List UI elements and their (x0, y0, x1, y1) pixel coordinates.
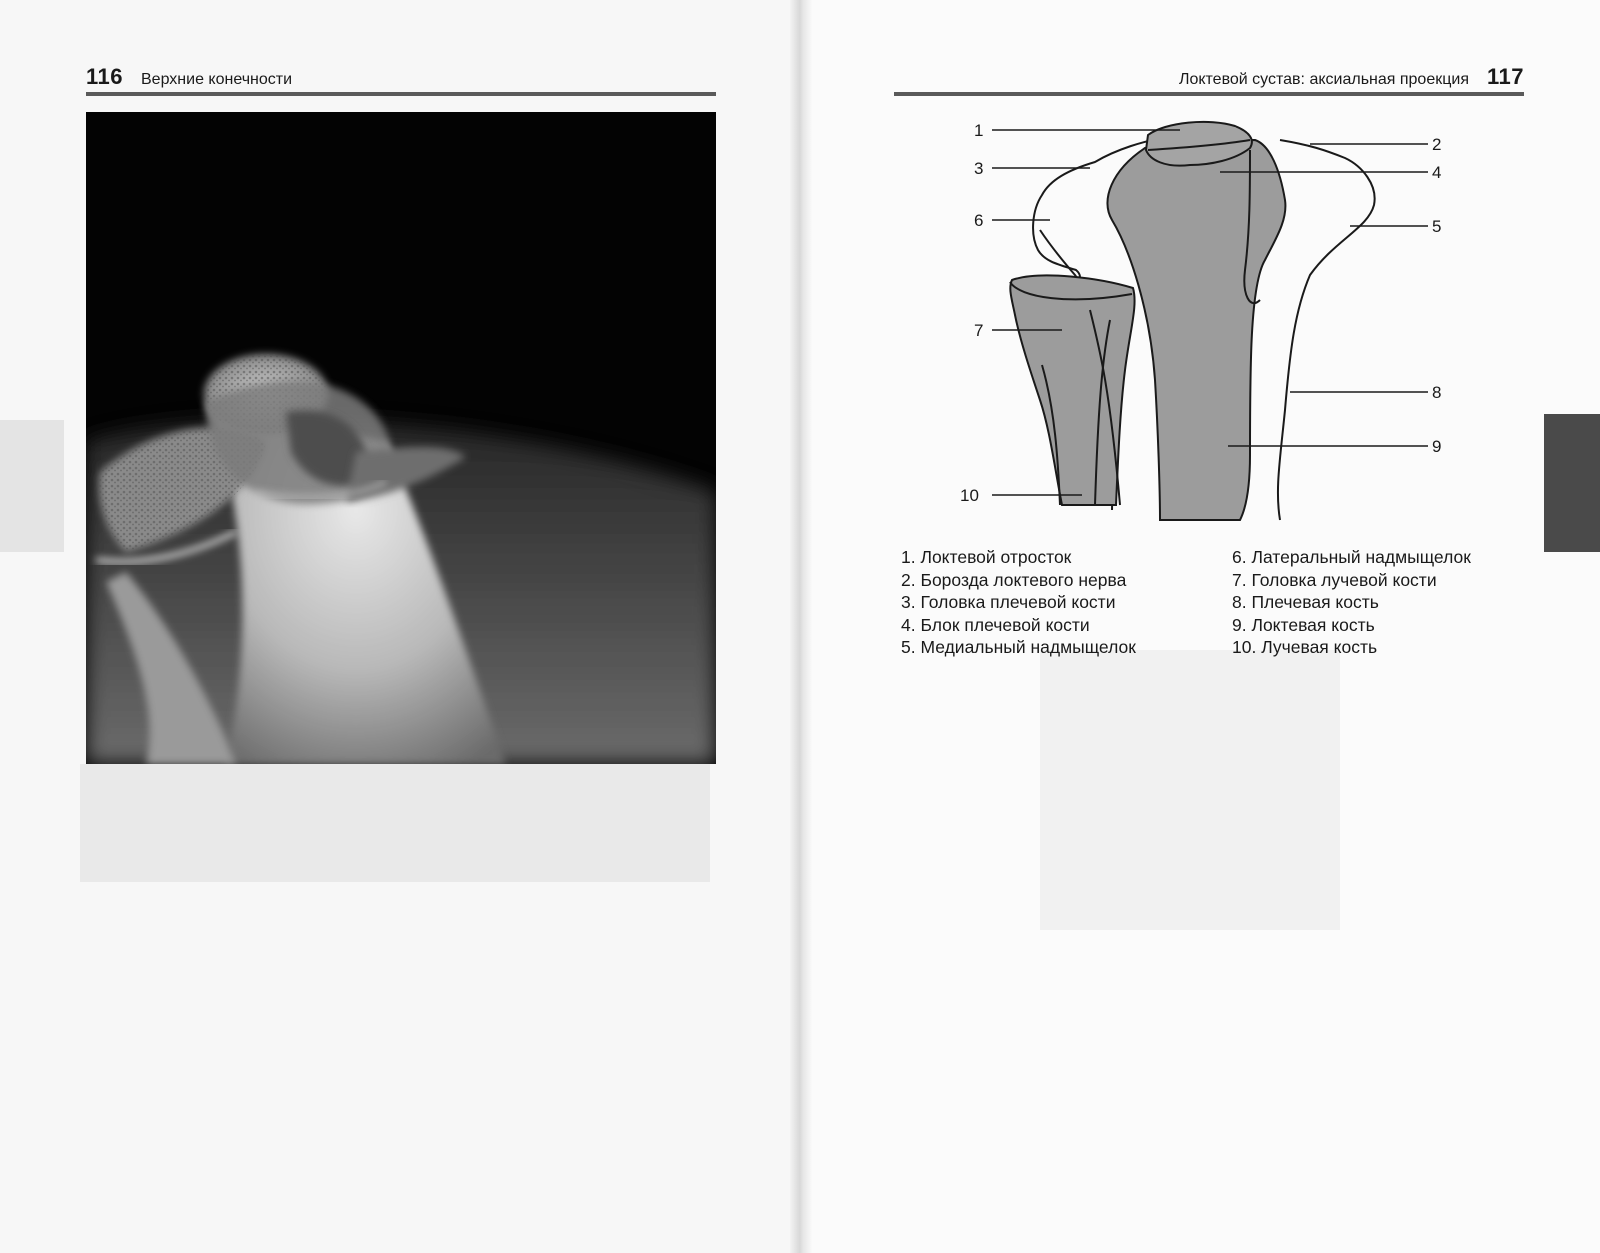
legend-column-right (1232, 546, 1471, 659)
callout-4: 4 (1432, 163, 1442, 182)
right-running-title: Локтевой сустав: аксиальная проекция (1178, 71, 1469, 88)
show-through-block-right (1040, 650, 1340, 930)
callout-1: 1 (974, 121, 984, 140)
callout-6: 6 (974, 211, 984, 230)
diagram-svg (950, 110, 1470, 530)
left-running-title: Верхние конечности (141, 71, 293, 88)
legend-item: 8. Плечевая кость (1232, 592, 1379, 612)
legend-column-left (901, 546, 1136, 659)
legend-item: 10. Лучевая кость (1232, 637, 1378, 657)
left-page-number: 116 (86, 64, 123, 89)
elbow-axial-diagram (950, 110, 1470, 530)
legend-item: 7. Головка лучевой кости (1232, 569, 1437, 590)
callout-3: 3 (974, 159, 984, 178)
right-page-header (894, 64, 1524, 96)
legend-item: 1. Локтевой отросток (901, 547, 1072, 567)
right-page-number: 117 (1487, 64, 1524, 89)
thumb-tab-left (0, 420, 64, 552)
left-page-header (86, 64, 716, 96)
elbow-xray-image (86, 112, 716, 764)
callout-9: 9 (1432, 437, 1442, 456)
callout-8: 8 (1432, 383, 1442, 402)
legend-item: 5. Медиальный надмыщелок (901, 637, 1136, 657)
thumb-tab-right (1544, 414, 1600, 552)
legend-item: 4. Блок плечевой кости (901, 614, 1090, 635)
legend-item: 9. Локтевая кость (1232, 614, 1375, 635)
show-through-block (80, 764, 710, 882)
legend-item: 2. Борозда локтевого нерва (901, 569, 1127, 590)
callout-10: 10 (960, 486, 979, 505)
xray-rendering (86, 112, 716, 764)
legend-item: 6. Латеральный надмыщелок (1232, 547, 1471, 567)
callout-5: 5 (1432, 217, 1442, 236)
callout-2: 2 (1432, 135, 1442, 154)
legend-item: 3. Головка плечевой кости (901, 592, 1116, 612)
ulna-shape (1107, 140, 1285, 520)
callout-7: 7 (974, 321, 984, 340)
